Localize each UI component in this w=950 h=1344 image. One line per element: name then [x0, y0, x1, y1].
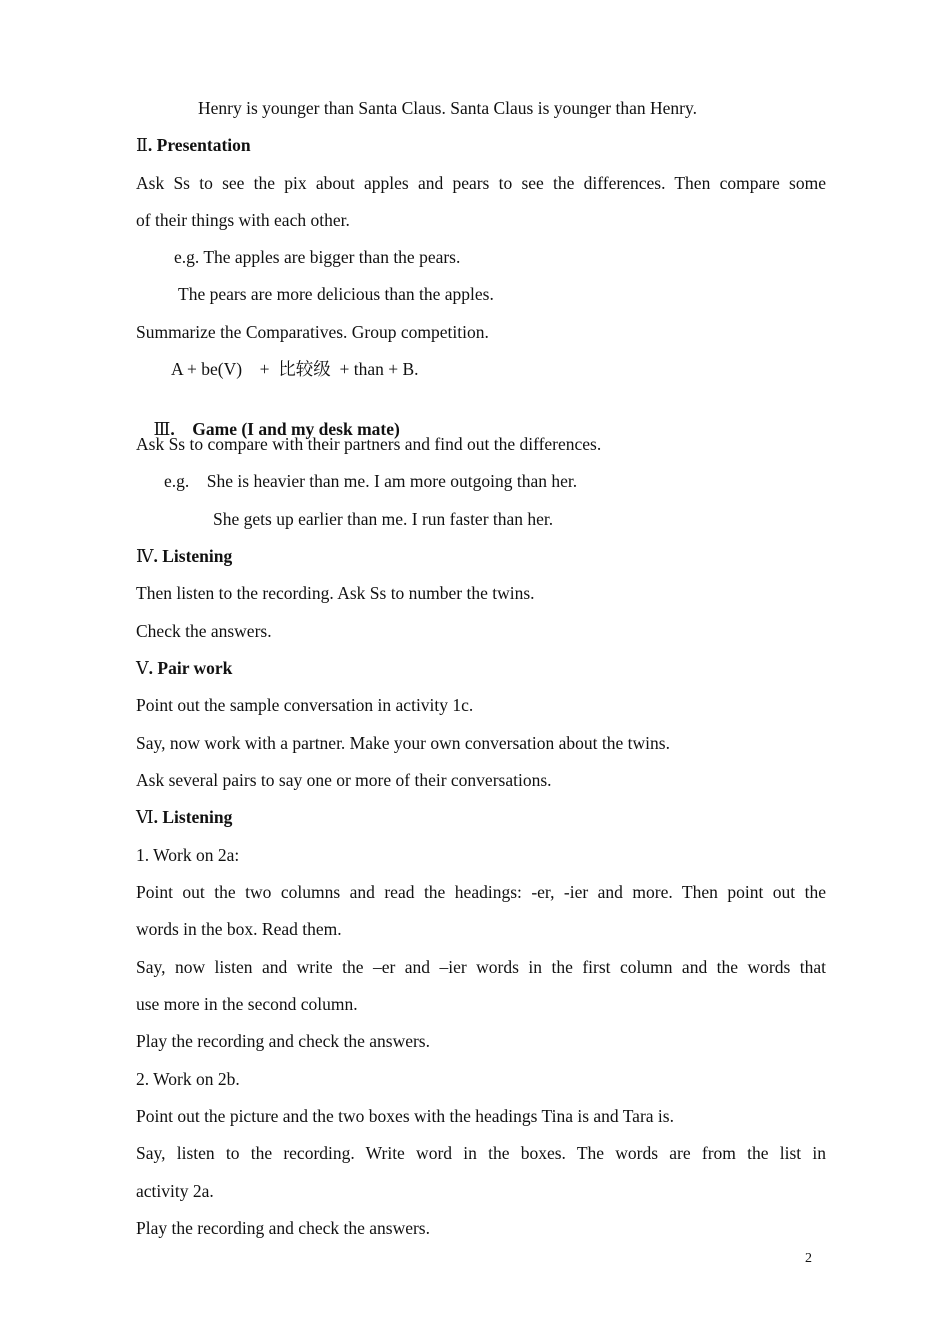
heading-title: . Game (I and my desk mate) [170, 419, 400, 439]
text-line: Say, now listen and write the –er and –ier words in the first column and the words that [136, 957, 826, 977]
heading-title: . Presentation [147, 135, 251, 155]
text-line: activity 2a. [136, 1181, 214, 1201]
roman-numeral: Ⅵ [136, 807, 154, 827]
heading-title: . Pair work [148, 658, 233, 678]
roman-numeral: Ⅱ [136, 135, 148, 155]
text-line: Summarize the Comparatives. Group competition. [136, 322, 489, 342]
roman-numeral: Ⅳ [136, 546, 154, 566]
roman-numeral: Ⅴ [136, 658, 149, 678]
text-line: of their things with each other. [136, 210, 350, 230]
text-line: Point out the sample conversation in activity 1c. [136, 695, 474, 715]
text-line: Check the answers. [136, 621, 272, 641]
text-line: Say, listen to the recording. Write word in the boxes. The words are from the list in [136, 1143, 826, 1163]
text-line: use more in the second column. [136, 994, 358, 1014]
heading-title: . Listening [153, 807, 233, 827]
section-heading-listening [136, 545, 826, 567]
example-line: e.g. She is heavier than me. I am more outgoing than her. [164, 471, 578, 491]
text-line: Point out the picture and the two boxes with the headings Tina is and Tara is. [136, 1106, 674, 1126]
text-line: Say, now work with a partner. Make your own conversation about the twins. [136, 733, 670, 753]
text-line: words in the box. Read them. [136, 919, 342, 939]
section-heading-listening-2 [136, 806, 826, 828]
roman-numeral: Ⅲ [153, 419, 171, 439]
section-heading-presentation [136, 134, 826, 156]
text-line: Ask several pairs to say one or more of their conversations. [136, 770, 552, 790]
text-line: Play the recording and check the answers. [136, 1218, 430, 1238]
example-line: She gets up earlier than me. I run faster than her. [213, 509, 554, 529]
text-line: Then listen to the recording. Ask Ss to number the twins. [136, 583, 535, 603]
heading-title: . Listening [153, 546, 233, 566]
example-line: The pears are more delicious than the apples. [178, 284, 494, 304]
text-line: 1. Work on 2a: [136, 845, 240, 865]
text-line: Play the recording and check the answers. [136, 1031, 430, 1051]
formula-line: A + be(V) + 比较级 + than + B. [171, 359, 419, 379]
text-line: Point out the two columns and read the headings: -er, -ier and more. Then point out the [136, 882, 826, 902]
section-heading-pair-work [136, 657, 826, 679]
page-number: 2 [805, 1251, 812, 1266]
text-line: Ask Ss to compare with their partners and find out the differences. [136, 434, 602, 454]
text-line: 2. Work on 2b. [136, 1069, 240, 1089]
example-line: e.g. The apples are bigger than the pears. [174, 247, 461, 267]
text-line: Ask Ss to see the pix about apples and pears to see the differences. Then compare some [136, 173, 826, 193]
text-line: Henry is younger than Santa Claus. Santa Claus is younger than Henry. [198, 98, 697, 118]
